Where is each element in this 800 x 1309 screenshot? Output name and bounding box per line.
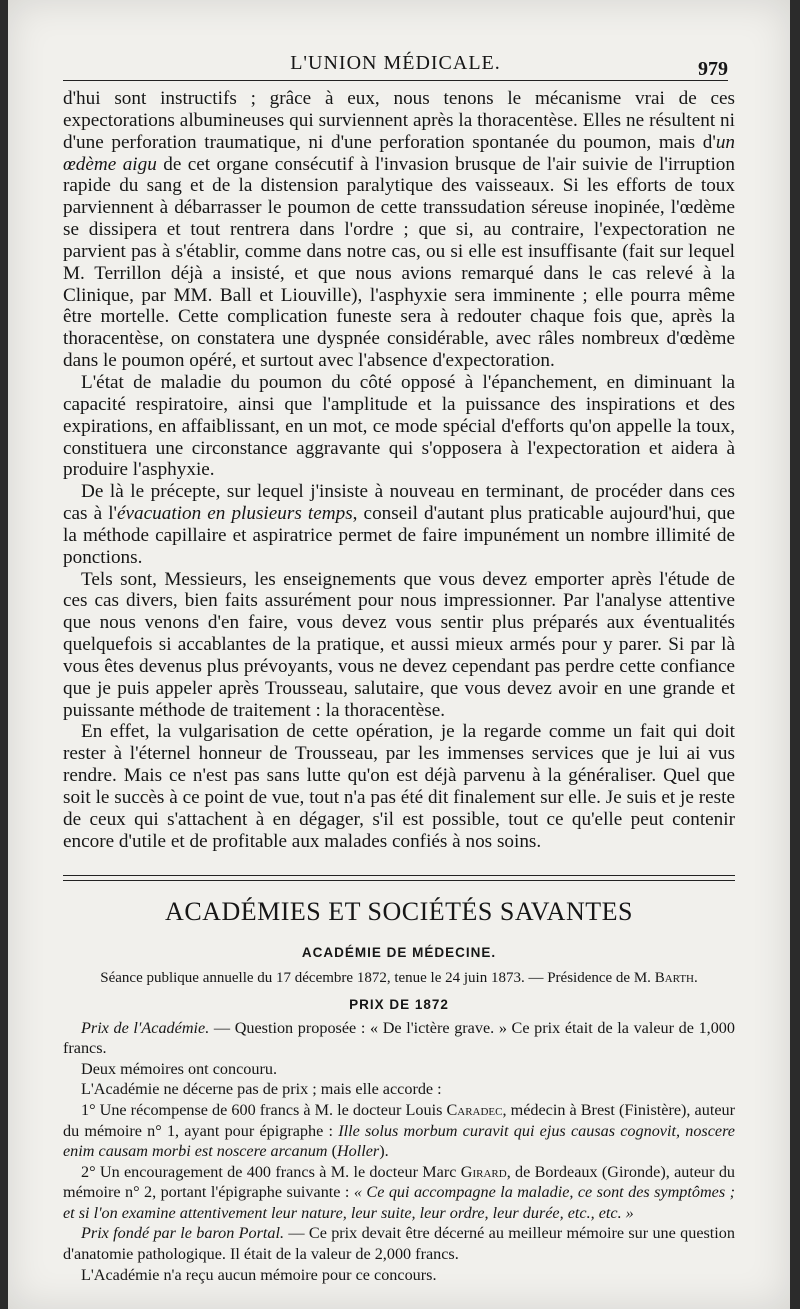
prix-heading: PRIX DE 1872	[349, 996, 449, 1012]
seance-line: Séance publique annuelle du 17 décembre 1872, tenue le 24 juin 1873. — Présidence de M. Barth.	[100, 969, 698, 986]
prize-award-2: 2° Un encouragement de 400 francs à M. le docteur Marc Girard, de Bordeaux (Gironde), auteur du mémoire n° 2, portant l'épigraphe suivante : « Ce qui accompagne la maladie, ce sont des symptômes ; et si l'on examine attentivement leur nature, leur suite, leur ordre, leur durée, etc., etc. »	[63, 1162, 736, 1222]
prize-note: Deux mémoires ont concouru.	[81, 1059, 277, 1078]
president-name: Barth	[654, 969, 694, 986]
section-title: ACADÉMIES ET SOCIÉTÉS SAVANTES	[165, 896, 633, 926]
section-divider	[63, 875, 735, 881]
prize-list	[63, 1018, 735, 1286]
emphasis: un œdème aigu	[63, 131, 735, 175]
paragraph-2: L'état de maladie du poumon du côté opposé à l'épanchement, en diminuant la capacité respiratoire, ainsi que l'amplitude et la puissance des inspirations et des expirations, en affaiblissant, en un mot, ce mode spécial d'efforts qu'on appelle la toux, constituera une circonstance aggravante qui s'opposera à l'expectoration et aidera à produire l'asphyxie.	[63, 371, 735, 481]
paragraph-1: d'hui sont instructifs ; grâce à eux, nous tenons le mécanisme vrai de ces expectorations albumineuses qui surviennent après la thoracentèse. Elles ne résultent ni d'une perforation traumatique, ni d'une perforation spontanée du poumon, mais d'un œdème aigu de cet organe consécutif à l'invasion brusque de l'air suivie de l'irruption rapide du sang et de la distension paralytique des vaisseaux. Si les efforts de toux parviennent à débarrasser le poumon de cette transsudation séreuse inopinée, l'œdème se dissipera et tout rentrera dans l'ordre ; que si, au contraire, l'expectoration ne parvient pas à s'établir, comme dans notre cas, ou si elle est insuffisante (fait sur lequel M. Terrillon déjà a insisté, et que nous avions remarqué dans le cas relevé à la Clinique, par MM. Ball et Liouville), l'asphyxie sera imminente ; elle pourra même être mortelle. Cette complication funeste sera à redouter chaque fois que, après la thoracentèse, on constatera une dyspnée considérable, avec râles nombreux d'œdème dans le poumon opéré, et surtout avec l'absence d'expectoration.	[63, 88, 735, 372]
prize-portal: Prix fondé par le baron Portal. — Ce prix devait être décerné au meilleur mémoire sur une question d'anatomie pathologique. Il était de la valeur de 2,000 francs.	[63, 1224, 735, 1264]
paragraph-5: En effet, la vulgarisation de cette opération, je la regarde comme un fait qui doit rester à l'éternel honneur de Trousseau, par les immenses services que je lui ai vus rendre. Mais ce n'est pas sans lutte qu'on est déjà parvenu à la généraliser. Quel que soit le succès à ce point de vue, tout n'a pas été dit finalement sur elle. Je suis et je reste de ceux qui s'attachent à en dégager, s'il est possible, tout ce qu'elle peut contenir encore d'utile et de profitable aux malades confiés à nos soins.	[63, 721, 735, 852]
prize-note: L'Académie ne décerne pas de prix ; mais elle accorde :	[81, 1080, 442, 1099]
page-number: 979	[698, 58, 728, 80]
journal-title: L'UNION MÉDICALE.	[290, 52, 501, 74]
paragraph-3: De là le précepte, sur lequel j'insiste à nouveau en terminant, de procéder dans ces cas à l'évacuation en plusieurs temps, conseil d'autant plus praticable aujourd'hui, que la méthode capillaire et aspiratrice permet de faire impunément un nombre illimité de ponctions.	[63, 481, 735, 568]
paragraph-4: Tels sont, Messieurs, les enseignements que vous devez emporter après l'étude de ces cas divers, bien faits assurément pour nous impressionner. Par l'analyse attentive que nous venons d'en faire, vous devez vous sentir plus préparés aux éventualités quelquefois si accablantes de la pratique, et aussi mieux armés pour y parer. Si par là vous êtes devenus plus prévoyants, vous ne devez cependant pas perdre cette confiance que je puis appeler après Trousseau, salutaire, que vous devez avoir en une grande et puissante méthode de traitement : la thoracentèse.	[63, 568, 735, 721]
prize-academie: Prix de l'Académie. — Question proposée : « De l'ictère grave. » Ce prix était de la valeur de 1,000 francs.	[63, 1018, 735, 1058]
running-head	[63, 50, 728, 81]
academy-heading: ACADÉMIE DE MÉDECINE.	[301, 944, 497, 960]
emphasis: évacuation en plusieurs temps	[116, 503, 353, 525]
article-body	[63, 88, 735, 1285]
journal-page	[8, 0, 790, 1309]
prize-award-1: 1° Une récompense de 600 francs à M. le docteur Louis Caradec, médecin à Brest (Finistère), auteur du mémoire n° 1, ayant pour épigraphe : Ille solus morbum curavit qui ejus causas cognovit, noscere enim causam morbi est noscere arcanum (Holler).	[63, 1100, 735, 1161]
prize-note: L'Académie n'a reçu aucun mémoire pour ce concours.	[81, 1265, 437, 1284]
